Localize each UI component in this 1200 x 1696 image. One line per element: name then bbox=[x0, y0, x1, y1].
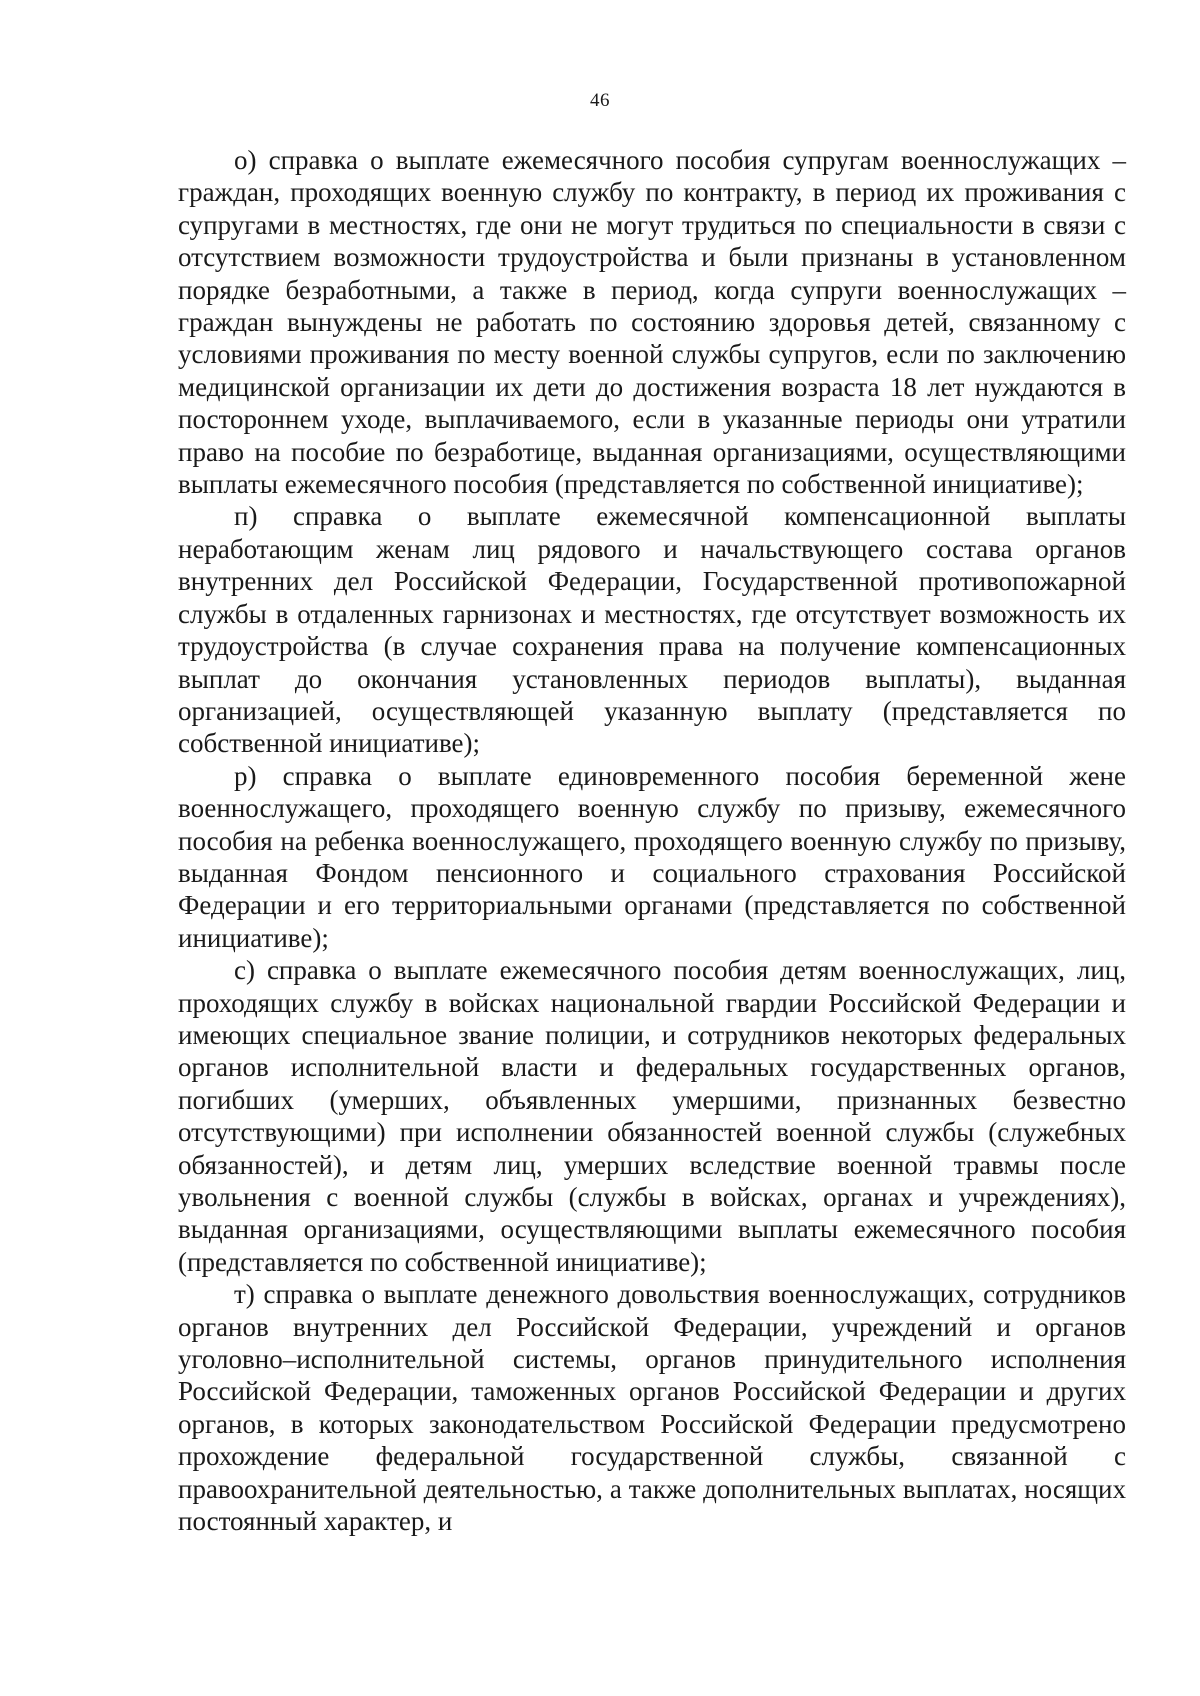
paragraph-s: с) справка о выплате ежемесячного пособия детям военнослужащих, лиц, проходящих службу в войсках национальной гвардии Российской Федерации и имеющих специальное звание полиции, и сотрудников некоторых федеральных органов исполнительной власти и федеральных государственных органов, погибших (умерших, объявленных умершими, признанных безвестно отсутствующими) при исполнении обязанностей военной службы (служебных обязанностей), и детям лиц, умерших вследствие военной травмы после увольнения с военной службы (службы в войсках, органах и учреждениях), выданная организациями, осуществляющими выплаты ежемесячного пособия (представляется по собственной инициативе); bbox=[178, 955, 1126, 1277]
document-body bbox=[178, 144, 1126, 1537]
paragraph-o: о) справка о выплате ежемесячного пособия супругам военнослужащих – граждан, проходящих военную службу по контракту, в период их проживания с супругами в местностях, где они не могут трудиться по специальности в связи с отсутствием возможности трудоустройства и были признаны в установленном порядке безработными, а также в период, когда супруги военнослужащих – граждан вынуждены не работать по состоянию здоровья детей, связанному с условиями проживания по месту военной службы супругов, если по заключению медицинской организации их дети до достижения возраста 18 лет нуждаются в постороннем уходе, выплачиваемого, если в указанные периоды они утратили право на пособие по безработице, выданная организациями, осуществляющими выплаты ежемесячного пособия (представляется по собственной инициативе); bbox=[178, 145, 1126, 500]
paragraph-t: т) справка о выплате денежного довольствия военнослужащих, сотрудников органов внутренних дел Российской Федерации, учреждений и органов уголовно–исполнительной системы, органов принудительного исполнения Российской Федерации, таможенных органов Российской Федерации и других органов, в которых законодательством Российской Федерации предусмотрено прохождение федеральной государственной службы, связанной с правоохранительной деятельностью, а также дополнительных выплатах, носящих постоянный характер, и bbox=[178, 1279, 1126, 1537]
page-number: 46 bbox=[590, 90, 610, 111]
paragraph-r: р) справка о выплате единовременного пособия беременной жене военнослужащего, проходящего военную службу по призыву, ежемесячного пособия на ребенка военнослужащего, проходящего военную службу по призыву, выданная Фондом пенсионного и социального страхования Российской Федерации и его территориальными органами (представляется по собственной инициативе); bbox=[178, 760, 1126, 953]
paragraph-p: п) справка о выплате ежемесячной компенсационной выплаты неработающим женам лиц рядового и начальствующего состава органов внутренних дел Российской Федерации, Государственной противопожарной службы в отдаленных гарнизонах и местностях, где отсутствует возможность их трудоустройства (в случае сохранения права на получение компенсационных выплат до окончания установленных периодов выплаты), выданная организацией, осуществляющей указанную выплату (представляется по собственной инициативе); bbox=[178, 501, 1126, 759]
